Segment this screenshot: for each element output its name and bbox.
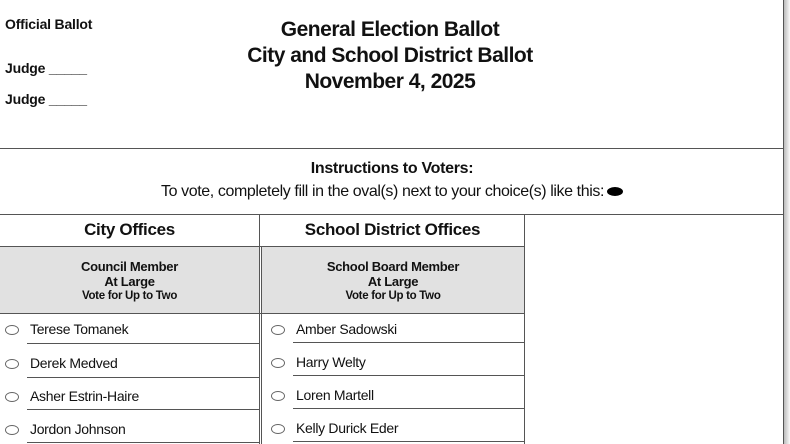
official-ballot-label: Official Ballot [5,16,93,32]
city-row-divider [27,343,259,344]
school-row-divider [293,375,524,376]
school-race-description [262,259,524,304]
school-offices-heading: School District Offices [304,220,481,239]
school-race-office: School Board Member [326,259,460,274]
instructions-divider [0,214,784,215]
school-race-vote-for: Vote for Up to Two [345,290,441,302]
school-row-divider [293,408,524,409]
oval-amber-sadowski[interactable] [271,325,285,335]
oval-jordon-johnson[interactable] [5,425,19,435]
school-candidate-4: Kelly Durick Eder [296,420,399,436]
title-line-1: General Election Ballot [280,18,500,41]
city-candidate-3: Asher Estrin-Haire [30,388,139,404]
title-line-2: City and School District Ballot [247,44,533,67]
city-race-office: Council Member [81,259,178,274]
city-race-vote-for: Vote for Up to Two [81,290,178,302]
oval-terese-tomanek[interactable] [5,325,19,335]
oval-derek-medved[interactable] [5,359,19,369]
city-race-seat: At Large [104,274,155,289]
oval-kelly-durick-eder[interactable] [271,424,285,434]
school-row-divider [293,342,524,343]
judge-initials-line-2: Judge _____ [5,91,87,107]
column-divider-1 [259,214,260,444]
city-race-description [0,259,259,304]
school-race-seat: At Large [367,274,419,289]
city-candidate-2: Derek Medved [30,355,118,371]
city-row-divider [27,409,259,410]
oval-asher-estrin-haire[interactable] [5,392,19,402]
filled-oval-icon [607,187,623,196]
judge-initials-line-1: Judge _____ [5,60,87,76]
title-line-3: November 4, 2025 [304,70,476,93]
oval-loren-martell[interactable] [271,391,285,401]
city-row-divider [27,442,259,443]
school-row-divider [293,441,524,442]
page-edge-shadow [784,0,790,444]
school-candidate-1: Amber Sadowski [296,321,397,337]
oval-harry-welty[interactable] [271,358,285,368]
city-candidate-1: Terese Tomanek [30,321,129,337]
header-divider [0,148,784,149]
instructions-title: Instructions to Voters: [310,160,474,177]
race-header-bottom [0,313,525,314]
ballot-title [200,17,580,95]
city-offices-heading: City Offices [84,220,175,239]
school-candidate-2: Harry Welty [296,354,366,370]
school-candidate-3: Loren Martell [296,387,374,403]
city-row-divider [27,377,259,378]
instructions-text [0,183,784,201]
city-candidate-4: Jordon Johnson [30,421,126,437]
instructions-body: To vote, completely fill in the oval(s) next to your choice(s) like this: [161,183,604,200]
column-divider-2 [524,214,525,444]
